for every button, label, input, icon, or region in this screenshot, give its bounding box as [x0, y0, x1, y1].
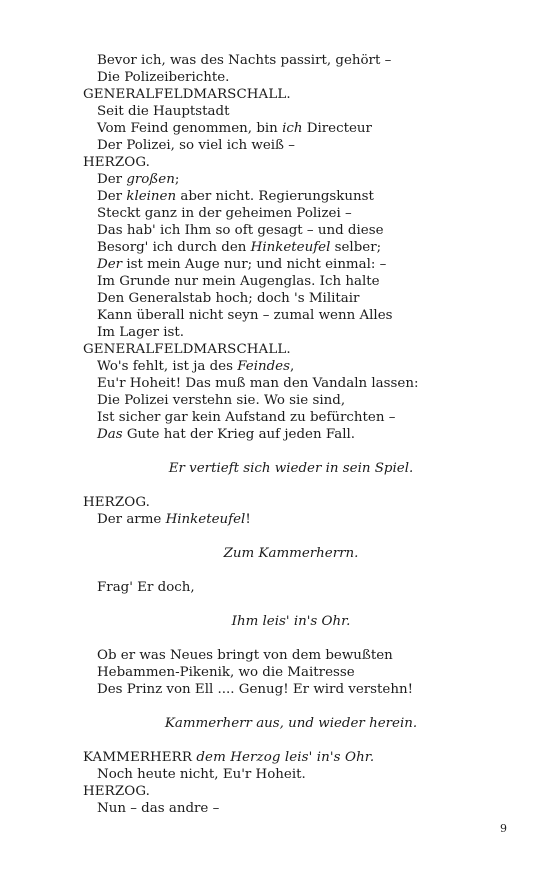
verse-line — [97, 766, 306, 783]
verse-line — [97, 120, 372, 137]
italic-text: ich — [282, 121, 303, 136]
verse-line — [97, 188, 374, 205]
stage-direction — [0, 715, 550, 732]
italic-text: dem Herzog leis' in's Ohr. — [196, 750, 375, 765]
text-segment: Die Polizei verstehn sie. Wo sie sind, — [97, 393, 346, 408]
text-segment: Die Polizeiberichte. — [97, 70, 230, 85]
text-segment: Wo's fehlt, ist ja des — [97, 359, 238, 374]
verse-line — [97, 290, 359, 307]
text-segment: Der Polizei, so viel ich weiß – — [97, 138, 295, 153]
text-segment: Zum Kammerherrn. — [223, 546, 359, 561]
text-segment: GENERALFELDMARSCHALL. — [83, 342, 291, 357]
verse-line — [97, 681, 413, 698]
verse-line — [97, 358, 294, 375]
verse-line — [97, 579, 195, 596]
text-segment: HERZOG. — [83, 784, 150, 799]
text-segment: Des Prinz von Ell .... Genug! Er wird verstehn! — [97, 682, 413, 697]
verse-line — [97, 103, 229, 120]
text-segment: Den Generalstab hoch; doch 's Militair — [97, 291, 360, 306]
text-segment: Noch heute nicht, Eu'r Hoheit. — [97, 767, 306, 782]
text-segment: Steckt ganz in der geheimen Polizei – — [97, 206, 352, 221]
verse-line — [97, 307, 393, 324]
text-segment: Gute hat der Krieg auf jeden Fall. — [122, 427, 356, 442]
text-segment: Ist sicher gar kein Aufstand zu befürchten – — [97, 410, 396, 425]
text-segment: HERZOG. — [83, 155, 150, 170]
verse-line — [97, 222, 384, 239]
verse-line — [97, 273, 380, 290]
verse-line — [97, 171, 179, 188]
verse-line — [97, 409, 395, 426]
verse-line — [97, 52, 391, 69]
verse-line — [97, 239, 381, 256]
verse-line — [97, 647, 393, 664]
text-segment: Kann überall nicht seyn – zumal wenn Alles — [97, 308, 393, 323]
text-segment: Im Lager ist. — [97, 325, 185, 340]
text-segment: Hebammen-Pikenik, wo die Maitresse — [97, 665, 355, 680]
italic-text: Das — [97, 427, 123, 442]
stage-direction — [0, 460, 550, 477]
italic-text: Der — [97, 257, 123, 272]
text-segment: ist mein Auge nur; und nicht einmal: – — [122, 257, 387, 272]
speaker-name — [83, 154, 150, 171]
text-segment: Der arme — [97, 512, 166, 527]
verse-line — [97, 426, 355, 443]
verse-line — [97, 392, 345, 409]
text-segment: , — [289, 359, 295, 374]
speaker-name — [83, 494, 150, 511]
text-segment: ; — [174, 172, 180, 187]
text-segment: Der — [97, 172, 127, 187]
text-segment: GENERALFELDMARSCHALL. — [83, 87, 291, 102]
verse-line — [97, 256, 386, 273]
verse-line — [97, 205, 352, 222]
text-segment: Seit die Hauptstadt — [97, 104, 230, 119]
text-segment: Im Grunde nur mein Augenglas. Ich halte — [97, 274, 380, 289]
text-segment: Frag' Er doch, — [97, 580, 195, 595]
italic-text: großen — [126, 172, 175, 187]
stage-direction — [0, 613, 550, 630]
text-segment: Er vertieft sich wieder in sein Spiel. — [168, 461, 414, 476]
verse-line — [97, 664, 355, 681]
speaker-name — [83, 86, 291, 103]
text-segment: Ihm leis' in's Ohr. — [231, 614, 351, 629]
verse-line — [97, 511, 251, 528]
text-segment: ! — [245, 512, 251, 527]
speaker-name — [83, 749, 374, 766]
text-segment: aber nicht. Regierungskunst — [176, 189, 374, 204]
text-segment: selber; — [330, 240, 382, 255]
speaker-name — [83, 341, 291, 358]
verse-line — [97, 69, 229, 86]
italic-text: kleinen — [126, 189, 177, 204]
text-segment: Das hab' ich Ihm so oft gesagt – und diese — [97, 223, 384, 238]
text-segment: HERZOG. — [83, 495, 150, 510]
text-segment: Ob er was Neues bringt von dem bewußten — [97, 648, 393, 663]
speaker-name — [83, 783, 150, 800]
italic-text: Hinketeufel — [165, 512, 246, 527]
text-segment: Der — [97, 189, 127, 204]
text-segment: Eu'r Hoheit! Das muß man den Vandaln lassen: — [97, 376, 419, 391]
page-number: 9 — [500, 822, 507, 835]
text-segment: Nun – das andre – — [97, 801, 220, 816]
stage-direction — [0, 545, 550, 562]
text-segment: Directeur — [302, 121, 372, 136]
text-segment: Bevor ich, was des Nachts passirt, gehört – — [97, 53, 392, 68]
text-segment: KAMMERHERR — [83, 750, 197, 765]
italic-text: Feindes — [237, 359, 290, 374]
verse-line — [97, 137, 295, 154]
text-segment: Besorg' ich durch den — [97, 240, 251, 255]
verse-line — [97, 324, 184, 341]
text-segment: Vom Feind genommen, bin — [97, 121, 283, 136]
italic-text: Hinketeufel — [250, 240, 331, 255]
text-segment: Kammerherr aus, und wieder herein. — [164, 716, 418, 731]
verse-line — [97, 375, 418, 392]
verse-line — [97, 800, 219, 817]
